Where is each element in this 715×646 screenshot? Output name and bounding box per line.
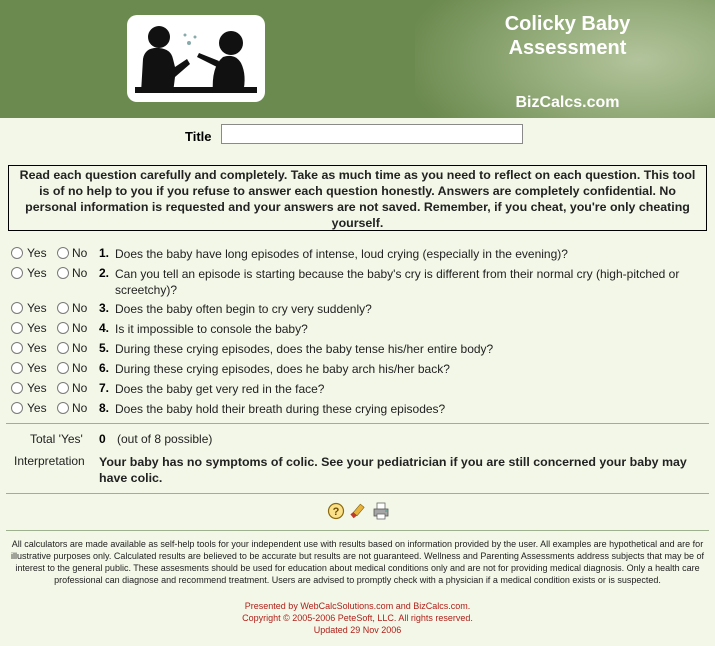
divider [6, 530, 709, 531]
yes-radio[interactable] [11, 402, 23, 414]
question-text: Can you tell an episode is starting because the baby's cry is different from their normal cry (high-pitched or screetchy)? [115, 267, 680, 297]
print-icon[interactable] [372, 502, 390, 520]
yes-radio[interactable] [11, 302, 23, 314]
yes-label[interactable]: Yes [27, 246, 47, 260]
question-text: Does the baby get very red in the face? [115, 382, 325, 396]
title-label: Title [185, 129, 212, 144]
yes-label[interactable]: Yes [27, 321, 47, 335]
no-radio[interactable] [57, 342, 69, 354]
divider [6, 423, 709, 424]
header-banner [0, 0, 715, 118]
no-radio[interactable] [57, 247, 69, 259]
yes-label[interactable]: Yes [27, 381, 47, 395]
title-input[interactable] [221, 124, 523, 144]
clear-eraser-icon[interactable] [349, 502, 367, 520]
question-number: 3. [99, 301, 110, 315]
credits-copyright: Copyright © 2005-2006 PeteSoft, LLC. All rights reserved. [242, 613, 473, 623]
app-title: Colicky Baby Assessment [504, 13, 631, 59]
yes-radio[interactable] [11, 247, 23, 259]
instructions-notice: Read each question carefully and completely. Take as much time as you need to reflect on each question. This tool is of no help to you if you refuse to answer each question honestly. Answers are completely confidential. No personal information is requested and your answers are not saved. Remember, if you cheat, you're only cheating yourself. [8, 165, 707, 231]
yes-label[interactable]: Yes [27, 266, 47, 280]
yes-radio[interactable] [11, 362, 23, 374]
question-number: 6. [99, 361, 110, 375]
yes-radio[interactable] [11, 382, 23, 394]
total-yes-value: 0 [99, 432, 106, 446]
no-radio[interactable] [57, 302, 69, 314]
question-number: 1. [99, 246, 110, 260]
question-text: During these crying episodes, does the baby tense his/her entire body? [115, 342, 494, 356]
question-number: 7. [99, 381, 110, 395]
svg-text:?: ? [332, 506, 340, 518]
divider [6, 493, 709, 494]
question-text: Does the baby have long episodes of intense, loud crying (especially in the evening)? [115, 247, 568, 261]
no-radio[interactable] [57, 322, 69, 334]
no-label[interactable]: No [72, 266, 88, 280]
yes-label[interactable]: Yes [27, 361, 47, 375]
question-number: 4. [99, 321, 110, 335]
yes-label[interactable]: Yes [27, 341, 47, 355]
question-text: Is it impossible to console the baby? [115, 322, 308, 336]
credits-presented-by: Presented by WebCalcSolutions.com and BizCalcs.com. [244, 601, 471, 611]
total-yes-label: Total 'Yes' [30, 432, 83, 446]
help-icon[interactable] [327, 502, 345, 520]
no-label[interactable]: No [72, 361, 88, 375]
no-radio[interactable] [57, 362, 69, 374]
no-label[interactable]: No [72, 381, 88, 395]
no-radio[interactable] [57, 382, 69, 394]
no-label[interactable]: No [72, 341, 88, 355]
credits [0, 600, 715, 636]
yes-radio[interactable] [11, 342, 23, 354]
no-radio[interactable] [57, 267, 69, 279]
brand-name: BizCalcs.com [515, 94, 620, 111]
no-radio[interactable] [57, 402, 69, 414]
question-text: During these crying episodes, does he baby arch his/her back? [115, 362, 450, 376]
yes-label[interactable]: Yes [27, 401, 47, 415]
logo [127, 15, 265, 102]
disclaimer-text: All calculators are made available as self-help tools for your independent use with results based on information provided by the user. All examples are hypothetical and are for illustrative purposes only. Calculated results are believed to be accurate but results are not guaranteed. Wellness and Parenting Assessments address subjects that may be of interest to the general public. These assesments should be used for education about medical conditions only and are not for providing medical diagnosis. Only a health care professional can diagnose and recommend treatment. Users are advised to promptly check with a physician if a medical condition exists or is suspected. [10, 539, 705, 585]
no-label[interactable]: No [72, 246, 88, 260]
question-number: 5. [99, 341, 110, 355]
no-label[interactable]: No [72, 301, 88, 315]
title-row [0, 124, 715, 148]
question-text: Does the baby often begin to cry very suddenly? [115, 302, 372, 316]
yes-label[interactable]: Yes [27, 301, 47, 315]
interpretation-label: Interpretation [14, 454, 85, 468]
no-label[interactable]: No [72, 321, 88, 335]
interpretation-text: Your baby has no symptoms of colic. See your pediatrician if you are still concerned your baby may have colic. [99, 455, 687, 485]
question-number: 2. [99, 266, 110, 280]
yes-radio[interactable] [11, 322, 23, 334]
credits-updated: Updated 29 Nov 2006 [313, 625, 402, 635]
question-number: 8. [99, 401, 110, 415]
parent-and-baby-silhouette-icon [127, 15, 265, 102]
question-text: Does the baby hold their breath during these crying episodes? [115, 402, 446, 416]
no-label[interactable]: No [72, 401, 88, 415]
yes-radio[interactable] [11, 267, 23, 279]
total-yes-note: (out of 8 possible) [117, 432, 213, 446]
